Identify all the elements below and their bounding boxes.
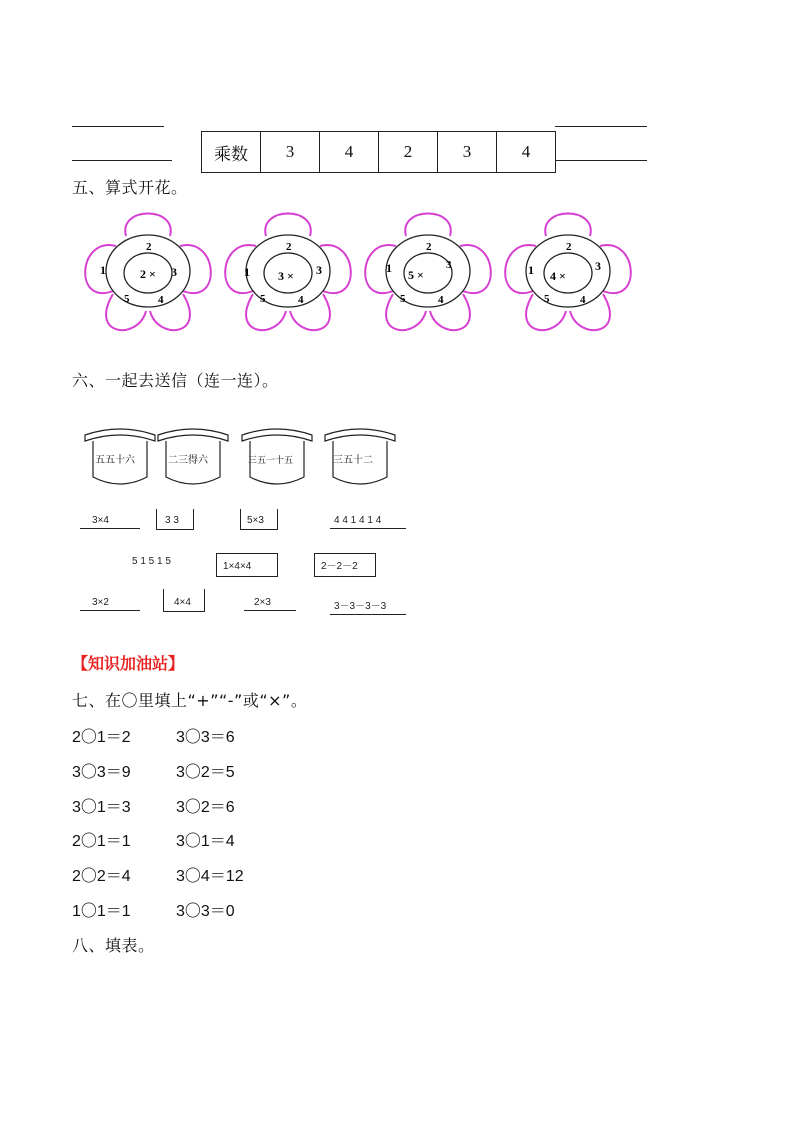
- table-value-cell: 2: [379, 132, 438, 173]
- letter-card: 3 3: [156, 509, 194, 530]
- petal-number: 1: [386, 261, 392, 275]
- mailbox-label: 三五一十五: [248, 456, 294, 466]
- table-header-cell: 乘数: [202, 132, 261, 173]
- table-value-cell: 3: [261, 132, 320, 173]
- petal-number: 4: [298, 294, 304, 306]
- flower-center: 5 ×: [408, 268, 424, 282]
- letter-card: 3×4: [80, 515, 140, 529]
- answer-line-right-2: [555, 160, 647, 161]
- petal-number: 5: [400, 293, 406, 305]
- answer-line-left-2: [72, 160, 172, 161]
- equation: 3〇3＝0: [176, 903, 235, 920]
- equation: 3〇2＝6: [176, 799, 235, 816]
- letter-card: 5×3: [240, 509, 278, 530]
- answer-line-left-1: [72, 126, 164, 127]
- petal-number: 5: [544, 293, 550, 305]
- flower-4: [498, 206, 638, 336]
- mailbox-2: [156, 425, 230, 489]
- petal-number: 4: [438, 294, 444, 306]
- petal-number: 4: [158, 294, 164, 306]
- multiplier-table: [201, 131, 556, 173]
- equation: 3〇3＝6: [176, 729, 235, 746]
- equation: 1〇1＝1: [72, 903, 131, 920]
- petal-number: 5: [124, 293, 130, 305]
- section6-title: 六、一起去送信（连一连）。: [72, 371, 279, 390]
- petal-number: 5: [260, 293, 266, 305]
- letter-card: 3×2: [80, 597, 140, 611]
- mailbox-label: 三五十二: [333, 455, 373, 466]
- petal-number: 3: [446, 259, 452, 271]
- table-value-cell: 4: [497, 132, 556, 173]
- petal-number: 1: [244, 265, 250, 279]
- letter-card: 2－2－2: [314, 553, 376, 577]
- letter-card: 5 1 5 1 5: [132, 556, 171, 567]
- equation: 3〇1＝4: [176, 833, 235, 850]
- petal-number: 2: [146, 241, 152, 253]
- flower-center: 4 ×: [550, 269, 566, 283]
- flower-2: [218, 206, 358, 336]
- petal-number: 1: [100, 263, 106, 277]
- petal-number: 3: [316, 263, 322, 277]
- equation: 3〇1＝3: [72, 799, 131, 816]
- equation: 3〇3＝9: [72, 764, 131, 781]
- flower-center: 2 ×: [140, 267, 156, 281]
- flower-3: [358, 206, 498, 336]
- petal-number: 2: [286, 241, 292, 253]
- equation: 3〇4＝12: [176, 868, 244, 885]
- mailbox-3: [240, 425, 314, 489]
- section8-title: 八、填表。: [72, 936, 155, 955]
- petal-number: 3: [171, 265, 177, 279]
- petal-number: 3: [595, 259, 601, 273]
- mailbox-4: [323, 425, 397, 489]
- table-value-cell: 3: [438, 132, 497, 173]
- knowledge-station-heading: 【知识加油站】: [72, 654, 185, 673]
- answer-line-right-1: [555, 126, 647, 127]
- equation: 3〇2＝5: [176, 764, 235, 781]
- equation: 2〇1＝2: [72, 729, 131, 746]
- section7-title: 七、在〇里填上“+”“-”或“×”。: [72, 691, 308, 710]
- table-value-cell: 4: [320, 132, 379, 173]
- mailbox-1: [83, 425, 157, 489]
- equation: 2〇2＝4: [72, 868, 131, 885]
- letter-card: 4 4 1 4 1 4: [330, 515, 406, 529]
- petal-number: 2: [566, 241, 572, 253]
- flower-center: 3 ×: [278, 269, 294, 283]
- petal-number: 2: [426, 241, 432, 253]
- mailbox-label: 五五十六: [95, 455, 135, 466]
- petal-number: 4: [580, 294, 586, 306]
- flower-1: [78, 206, 218, 336]
- mailbox-label: 二三得六: [168, 455, 208, 466]
- letter-card: 1×4×4: [216, 553, 278, 577]
- section5-title: 五、算式开花。: [72, 178, 188, 197]
- equation: 2〇1＝1: [72, 833, 131, 850]
- letter-card: 2×3: [244, 597, 296, 611]
- letter-card: 4×4: [163, 589, 205, 612]
- petal-number: 1: [528, 263, 534, 277]
- letter-card: 3－3－3－3: [330, 597, 406, 615]
